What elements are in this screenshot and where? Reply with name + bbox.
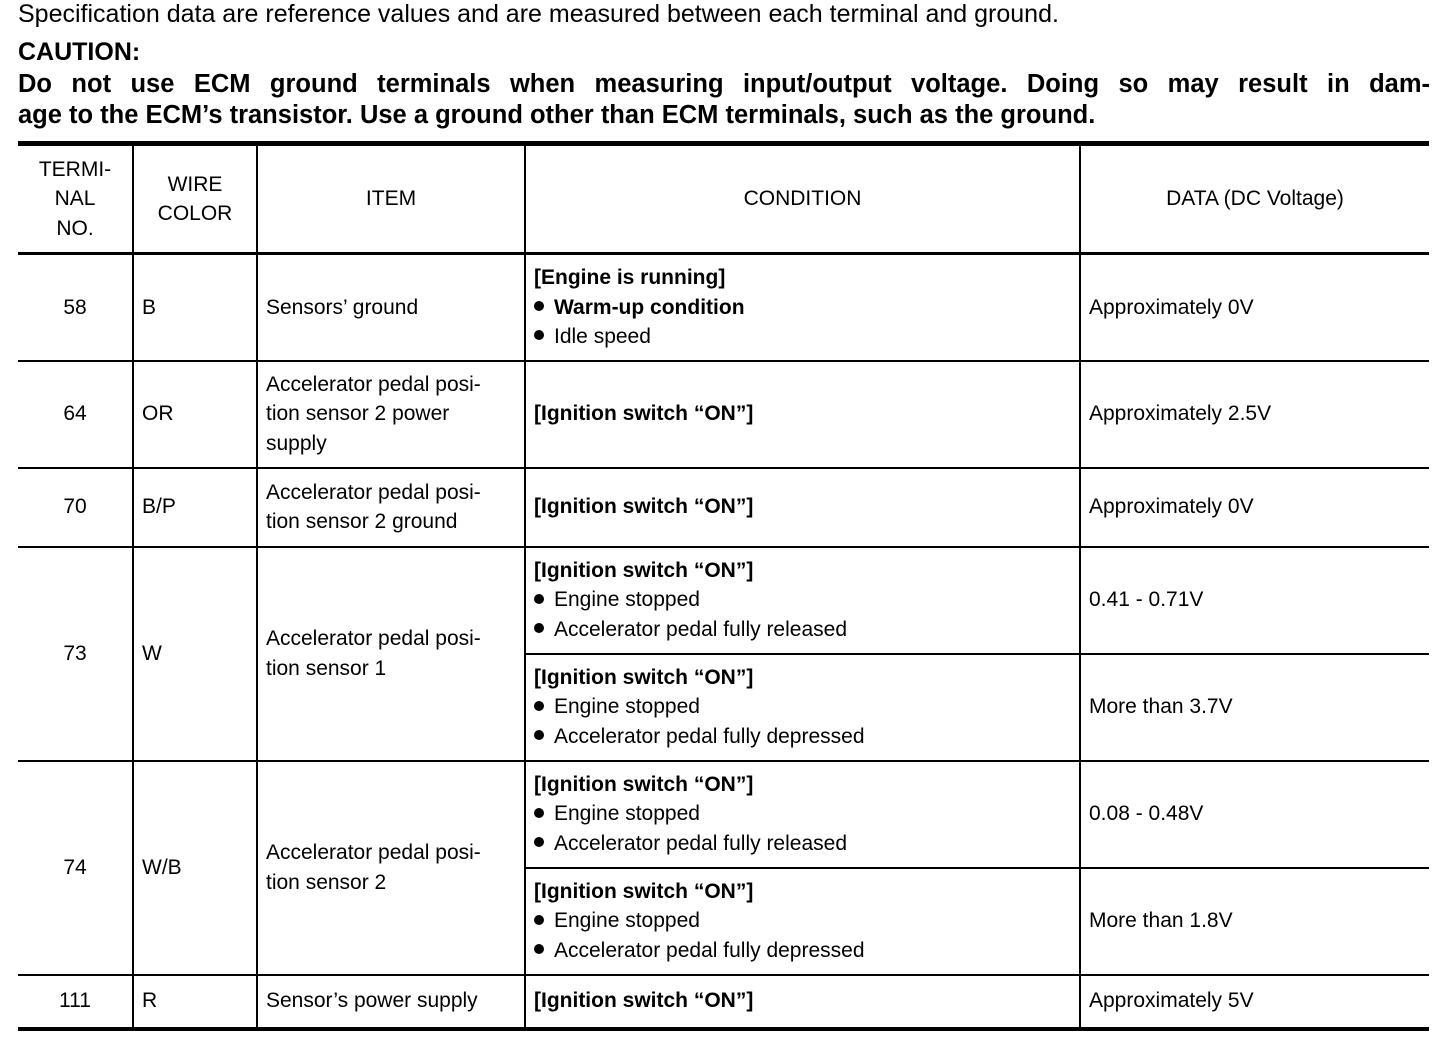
condition-cell (525, 868, 1080, 975)
bullet-dot-icon (534, 915, 544, 925)
condition-heading: [Ignition switch “ON”] (534, 879, 754, 903)
wire-color-cell: B (133, 254, 257, 361)
condition-cell (525, 654, 1080, 761)
header-condition: CONDITION (525, 144, 1080, 254)
condition-bullet-text: Warm-up condition (554, 295, 745, 319)
condition-bullet (534, 799, 1071, 829)
condition-cell (525, 468, 1080, 547)
wire-color-cell: R (133, 975, 257, 1029)
item-cell (257, 468, 525, 547)
condition-bullet (534, 585, 1071, 615)
header-terminal-line-2: NAL (54, 187, 96, 211)
condition-bullet (534, 322, 1071, 352)
condition-bullet (534, 293, 1071, 323)
condition-cell (525, 761, 1080, 868)
data-voltage-cell: More than 1.8V (1080, 868, 1429, 975)
wire-color-cell: B/P (133, 468, 257, 547)
header-data: DATA (DC Voltage) (1080, 144, 1429, 254)
terminal-spec-table (18, 141, 1429, 1031)
bullet-dot-icon (534, 944, 544, 954)
condition-bullet-text: Accelerator pedal fully depressed (554, 938, 865, 962)
condition-cell (525, 975, 1080, 1029)
caution-line-2: age to the ECM’s transistor. Use a ground other than ECM terminals, such as the ground. (18, 101, 1096, 129)
item-line: tion sensor 1 (266, 656, 387, 680)
condition-bullet-text: Accelerator pedal fully released (554, 831, 847, 855)
condition-bullet-text: Idle speed (554, 325, 651, 348)
condition-heading: [Engine is running] (534, 266, 726, 289)
item-line: supply (266, 431, 327, 455)
item-line: tion sensor 2 power (266, 402, 450, 426)
table-row (18, 468, 1429, 547)
condition-bullet-text: Engine stopped (554, 802, 700, 826)
intro-text: Specification data are reference values and are measured between each terminal and ground. (18, 0, 1059, 28)
terminal-no-cell: 73 (18, 547, 133, 761)
terminal-no-cell: 64 (18, 361, 133, 468)
bullet-dot-icon (534, 330, 544, 340)
terminal-no-cell: 58 (18, 254, 133, 361)
caution-text (18, 69, 1430, 131)
header-wire-line-2: COLOR (157, 202, 233, 225)
table-row (18, 361, 1429, 468)
table-row (18, 975, 1429, 1029)
header-item: ITEM (257, 144, 525, 254)
condition-heading: [Ignition switch “ON”] (534, 772, 754, 796)
condition-heading: [Ignition switch “ON”] (534, 989, 754, 1013)
condition-bullet (534, 829, 1071, 859)
header-terminal-line-3: NO. (56, 216, 94, 240)
condition-bullet (534, 722, 1071, 752)
item-line: Accelerator pedal posi- (266, 627, 481, 650)
condition-bullet-text: Engine stopped (554, 588, 700, 612)
condition-bullet (534, 615, 1071, 645)
item-line: Accelerator pedal posi- (266, 480, 481, 504)
data-voltage-cell: Approximately 0V (1080, 254, 1429, 361)
condition-heading: [Ignition switch “ON”] (534, 495, 754, 519)
condition-bullet-text: Engine stopped (554, 695, 700, 719)
condition-bullet-text: Accelerator pedal fully released (554, 617, 847, 641)
table-row (18, 254, 1429, 361)
table-header-row (18, 144, 1429, 254)
bullet-dot-icon (534, 594, 544, 604)
bullet-dot-icon (534, 301, 544, 311)
terminal-no-cell: 70 (18, 468, 133, 547)
condition-bullet-text: Engine stopped (554, 909, 700, 933)
item-line: Sensor’s power supply (266, 989, 478, 1013)
header-terminal-line-1: TERMI- (38, 157, 112, 181)
condition-bullet (534, 692, 1071, 722)
terminal-no-cell: 111 (18, 975, 133, 1029)
data-voltage-cell: Approximately 0V (1080, 468, 1429, 547)
item-line: Accelerator pedal posi- (266, 841, 481, 864)
wire-color-cell: OR (133, 361, 257, 468)
condition-bullet (534, 906, 1071, 936)
data-voltage-cell: More than 3.7V (1080, 654, 1429, 761)
item-cell (257, 361, 525, 468)
condition-heading: [Ignition switch “ON”] (534, 665, 754, 689)
header-wire-line-1: WIRE (167, 172, 223, 196)
condition-bullet-text: Accelerator pedal fully depressed (554, 724, 865, 748)
header-wire-color (133, 144, 257, 254)
item-line: tion sensor 2 ground (266, 510, 458, 533)
table-row (18, 761, 1429, 868)
data-voltage-cell: 0.08 - 0.48V (1080, 761, 1429, 868)
item-cell (257, 547, 525, 761)
item-cell (257, 761, 525, 975)
bullet-dot-icon (534, 808, 544, 818)
condition-cell (525, 254, 1080, 361)
data-voltage-cell: 0.41 - 0.71V (1080, 547, 1429, 654)
condition-heading: [Ignition switch “ON”] (534, 402, 754, 426)
wire-color-cell: W (133, 547, 257, 761)
condition-bullet (534, 936, 1071, 966)
item-cell (257, 975, 525, 1029)
condition-cell (525, 547, 1080, 654)
item-line: Sensors’ ground (266, 295, 419, 319)
wire-color-cell: W/B (133, 761, 257, 975)
header-terminal-no (18, 144, 133, 254)
terminal-no-cell: 74 (18, 761, 133, 975)
item-line: tion sensor 2 (266, 870, 387, 894)
data-voltage-cell: Approximately 2.5V (1080, 361, 1429, 468)
data-voltage-cell: Approximately 5V (1080, 975, 1429, 1029)
bullet-dot-icon (534, 701, 544, 711)
caution-title: CAUTION: (18, 38, 141, 66)
item-line: Accelerator pedal posi- (266, 372, 481, 396)
bullet-dot-icon (534, 837, 544, 847)
bullet-dot-icon (534, 730, 544, 740)
caution-line-1: Do not use ECM ground terminals when measuring input/output voltage. Doing so may result in dam- (18, 70, 1430, 98)
bullet-dot-icon (534, 623, 544, 633)
condition-heading: [Ignition switch “ON”] (534, 558, 754, 582)
table-body (18, 254, 1429, 1029)
condition-cell (525, 361, 1080, 468)
table-row (18, 547, 1429, 654)
item-cell (257, 254, 525, 361)
